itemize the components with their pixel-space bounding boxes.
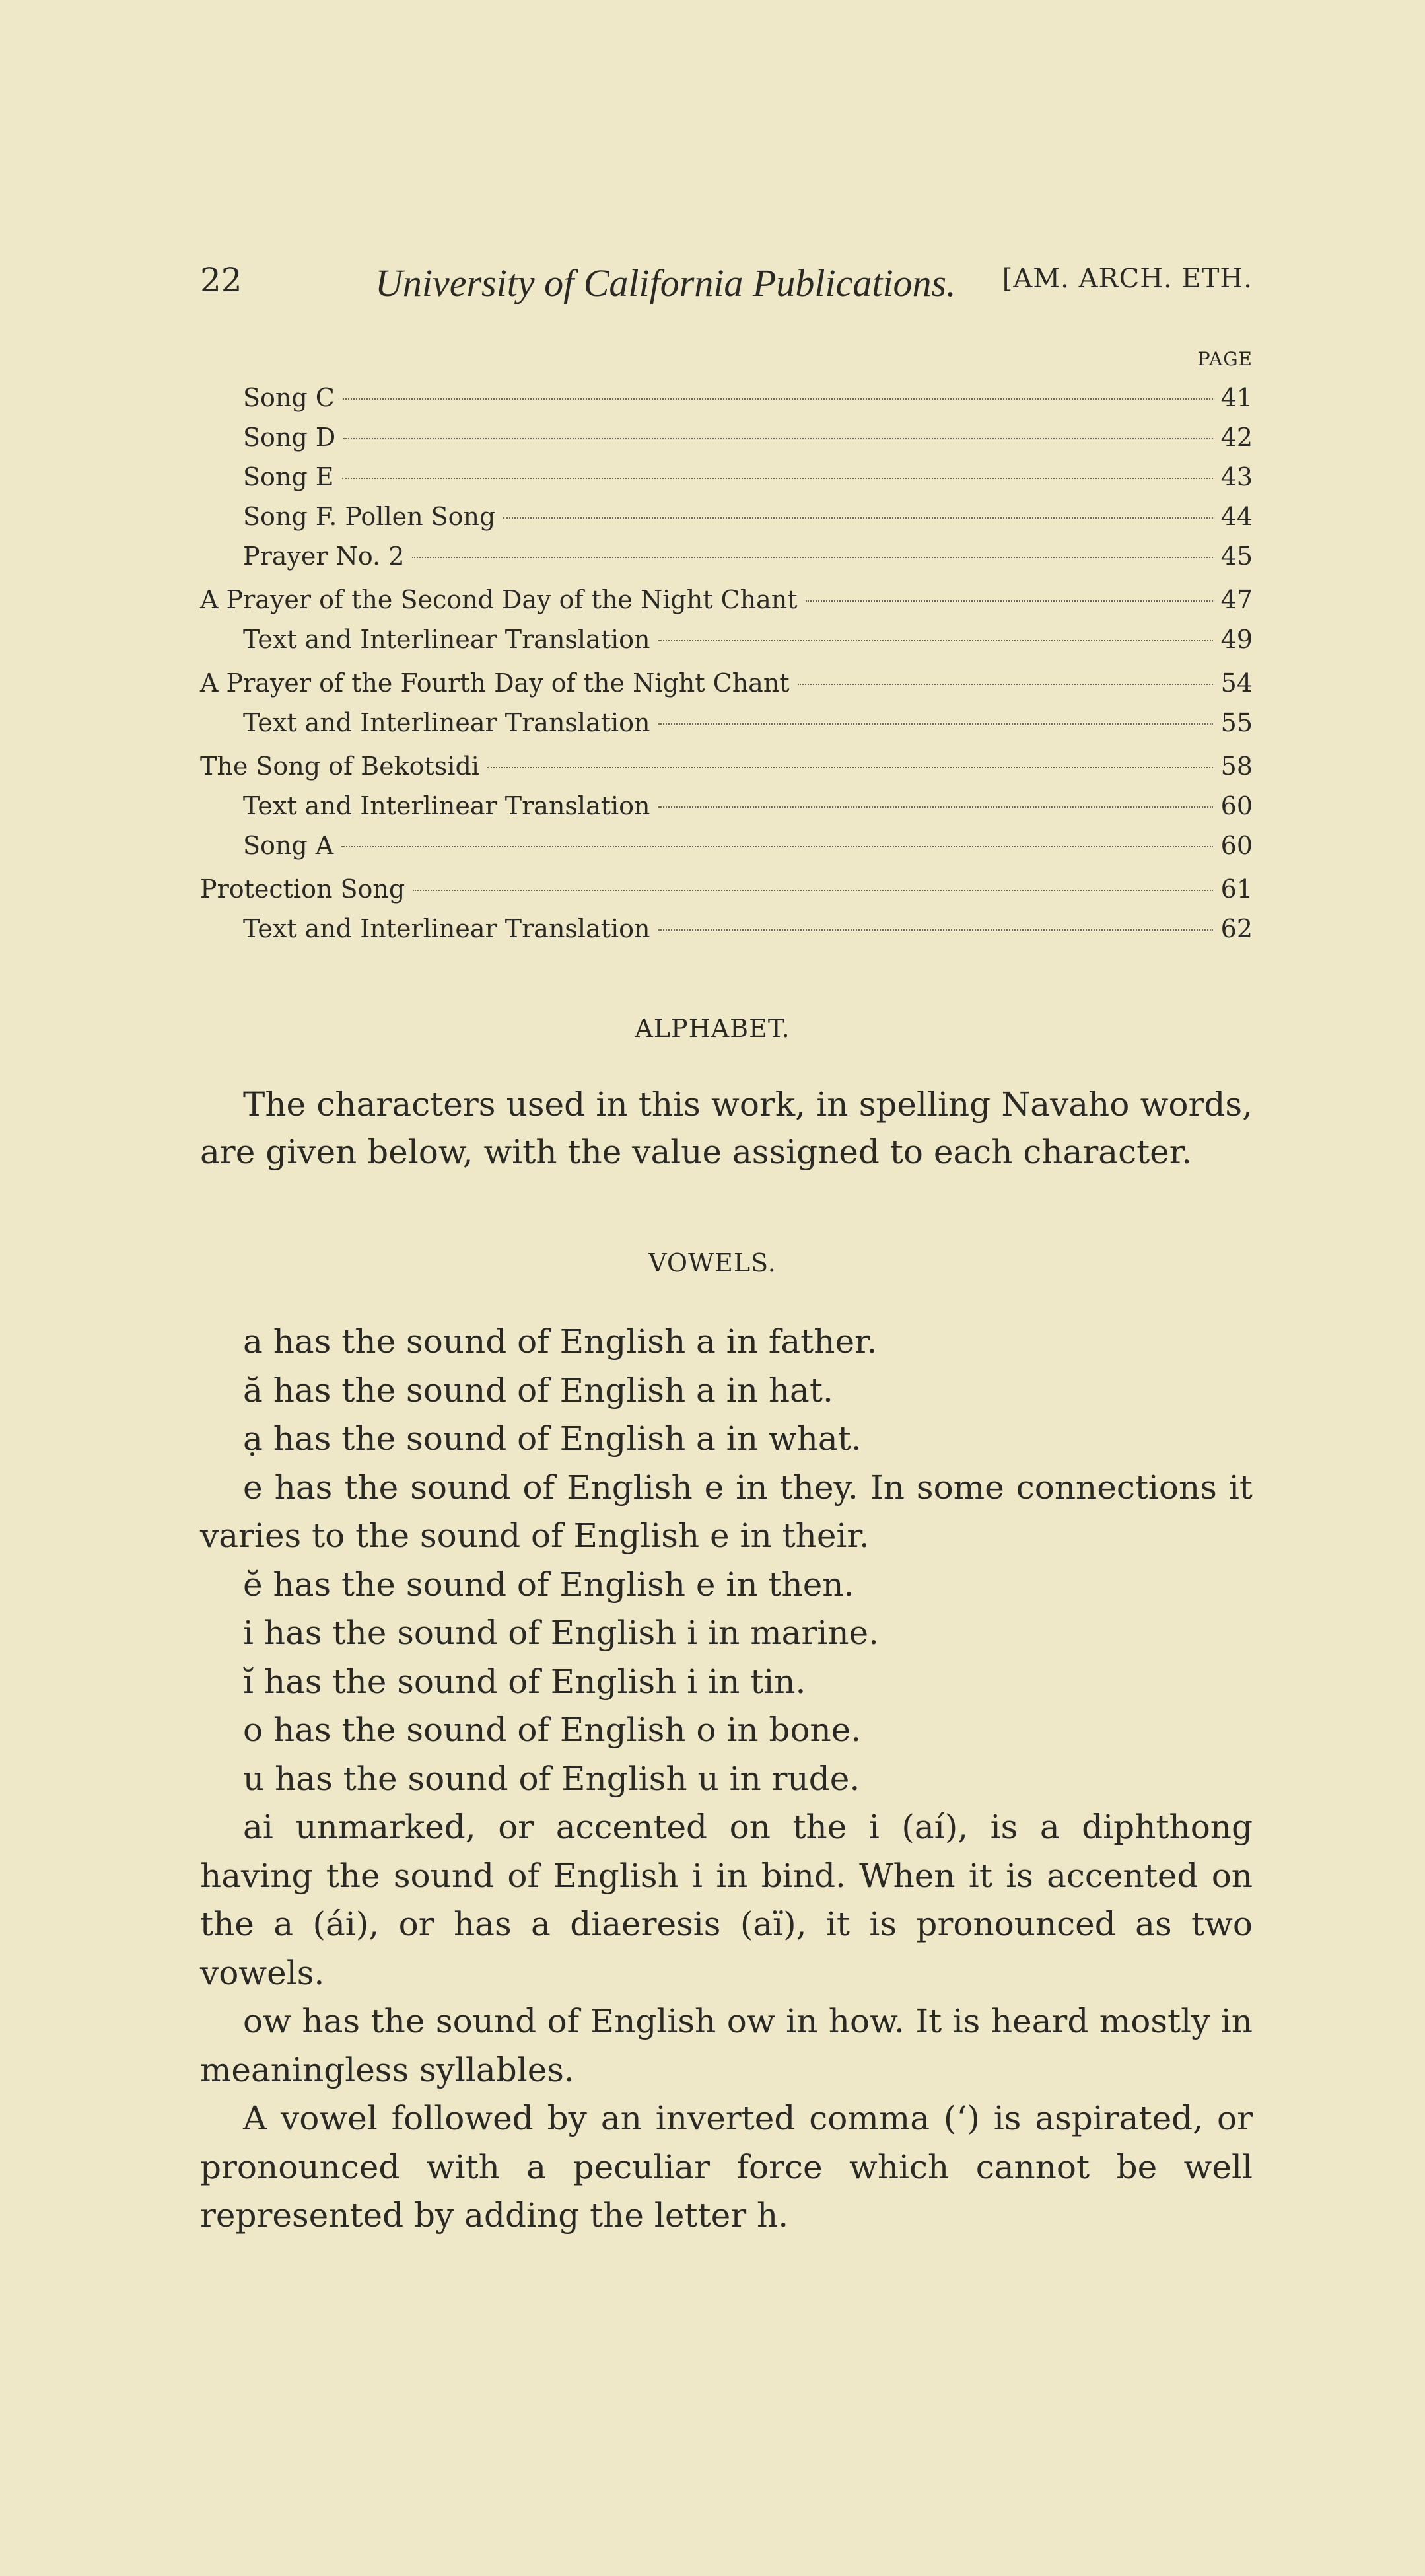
alphabet-intro: The characters used in this work, in spelling Navaho words, are given below, with the value assigned to each character. <box>200 1085 1253 1171</box>
running-header <box>200 261 1253 307</box>
dot-leader <box>343 398 1213 400</box>
toc-entry <box>200 746 1253 786</box>
vowel-description: o has the sound of English o in bone. <box>243 1711 862 1749</box>
toc-entry <box>200 703 1253 742</box>
toc-entry <box>200 457 1253 497</box>
toc-entry-label: Song E <box>243 462 334 491</box>
toc-entry-page: 58 <box>1220 752 1253 781</box>
toc-entry-page: 45 <box>1220 542 1253 571</box>
dot-leader <box>343 438 1212 439</box>
toc-entry-label: Song D <box>243 423 336 452</box>
dot-leader <box>342 478 1213 479</box>
toc-entry <box>200 378 1253 417</box>
vowel-description: u has the sound of English u in rude. <box>243 1759 860 1798</box>
toc-entry-label: Song F. Pollen Song <box>243 502 496 531</box>
vowels-list <box>200 1318 1253 2240</box>
toc-entry-label: Text and Interlinear Translation <box>243 625 650 654</box>
vowel-description: ạ has the sound of English a in what. <box>243 1419 862 1458</box>
toc-entry-label: Song A <box>243 831 334 860</box>
toc-entry-page: 55 <box>1220 708 1253 737</box>
toc-entry-page: 60 <box>1220 831 1253 860</box>
vowel-description: ow has the sound of English ow in how. It is heard mostly in meaningless syllables. <box>200 2002 1253 2089</box>
dot-leader <box>503 517 1212 519</box>
toc-entry <box>200 663 1253 703</box>
dot-leader <box>806 600 1213 602</box>
toc-entry <box>200 417 1253 457</box>
toc-entry-label: The Song of Bekotsidi <box>200 752 479 781</box>
page-number: 22 <box>200 261 242 299</box>
series-label: [AM. ARCH. ETH. <box>1002 264 1253 294</box>
toc-entry-label: Text and Interlinear Translation <box>243 791 650 820</box>
toc-entry-label: Song C <box>243 383 335 412</box>
toc-entry-label: A Prayer of the Fourth Day of the Night Chant <box>200 668 790 698</box>
dot-leader <box>658 640 1213 641</box>
dot-leader <box>412 557 1212 558</box>
vowel-description: A vowel followed by an inverted comma (‘) is aspirated, or pronounced with a peculiar force which cannot be well represented by adding the letter h. <box>200 2099 1253 2235</box>
alphabet-heading: ALPHABET. <box>635 1014 790 1043</box>
dot-leader <box>798 684 1213 685</box>
vowel-description: e has the sound of English e in they. In some connections it varies to the sound of English e in their. <box>200 1468 1253 1555</box>
toc-entry-label: A Prayer of the Second Day of the Night Chant <box>200 585 798 614</box>
toc-entry-page: 42 <box>1220 423 1253 452</box>
vowel-description: i has the sound of English i in marine. <box>243 1614 880 1652</box>
vowel-description: ai unmarked, or accented on the i (aí), is a diphthong having the sound of English i in bind. When it is accented on the a (ái), or has a diaeresis (aï), it is pronounced as two vowels. <box>200 1808 1253 1992</box>
toc-entry <box>200 620 1253 659</box>
toc-entry <box>200 826 1253 865</box>
table-of-contents <box>200 378 1253 948</box>
dot-leader <box>341 846 1212 847</box>
toc-entry <box>200 909 1253 948</box>
toc-entry <box>200 869 1253 909</box>
dot-leader <box>658 806 1213 808</box>
vowels-heading: VOWELS. <box>648 1248 777 1277</box>
vowel-description: ĕ has the sound of English e in then. <box>243 1565 854 1604</box>
toc-entry-page: 49 <box>1220 625 1253 654</box>
toc-entry-page: 43 <box>1220 462 1253 491</box>
toc-entry-label: Protection Song <box>200 875 405 904</box>
vowel-description: ă has the sound of English a in hat. <box>243 1371 833 1410</box>
dot-leader <box>413 890 1212 891</box>
toc-entry-page: 60 <box>1220 791 1253 820</box>
toc-entry-label: Text and Interlinear Translation <box>243 914 650 943</box>
toc-page-column-label: PAGE <box>1197 348 1253 370</box>
vowel-description: a has the sound of English a in father. <box>243 1322 878 1361</box>
toc-entry-label: Text and Interlinear Translation <box>243 708 650 737</box>
toc-entry <box>200 497 1253 536</box>
toc-entry <box>200 786 1253 826</box>
toc-entry-label: Prayer No. 2 <box>243 542 405 571</box>
vowel-description: ĭ has the sound of English i in tin. <box>243 1662 806 1701</box>
toc-entry <box>200 536 1253 576</box>
toc-entry-page: 47 <box>1220 585 1253 614</box>
toc-entry-page: 44 <box>1220 502 1253 531</box>
toc-entry-page: 61 <box>1220 875 1253 904</box>
toc-entry <box>200 580 1253 620</box>
toc-entry-page: 41 <box>1220 383 1253 412</box>
toc-entry-page: 54 <box>1220 668 1253 698</box>
toc-entry-page: 62 <box>1220 914 1253 943</box>
running-title: University of California Publications. <box>375 262 956 304</box>
dot-leader <box>658 723 1213 725</box>
dot-leader <box>658 929 1213 931</box>
dot-leader <box>487 767 1213 768</box>
